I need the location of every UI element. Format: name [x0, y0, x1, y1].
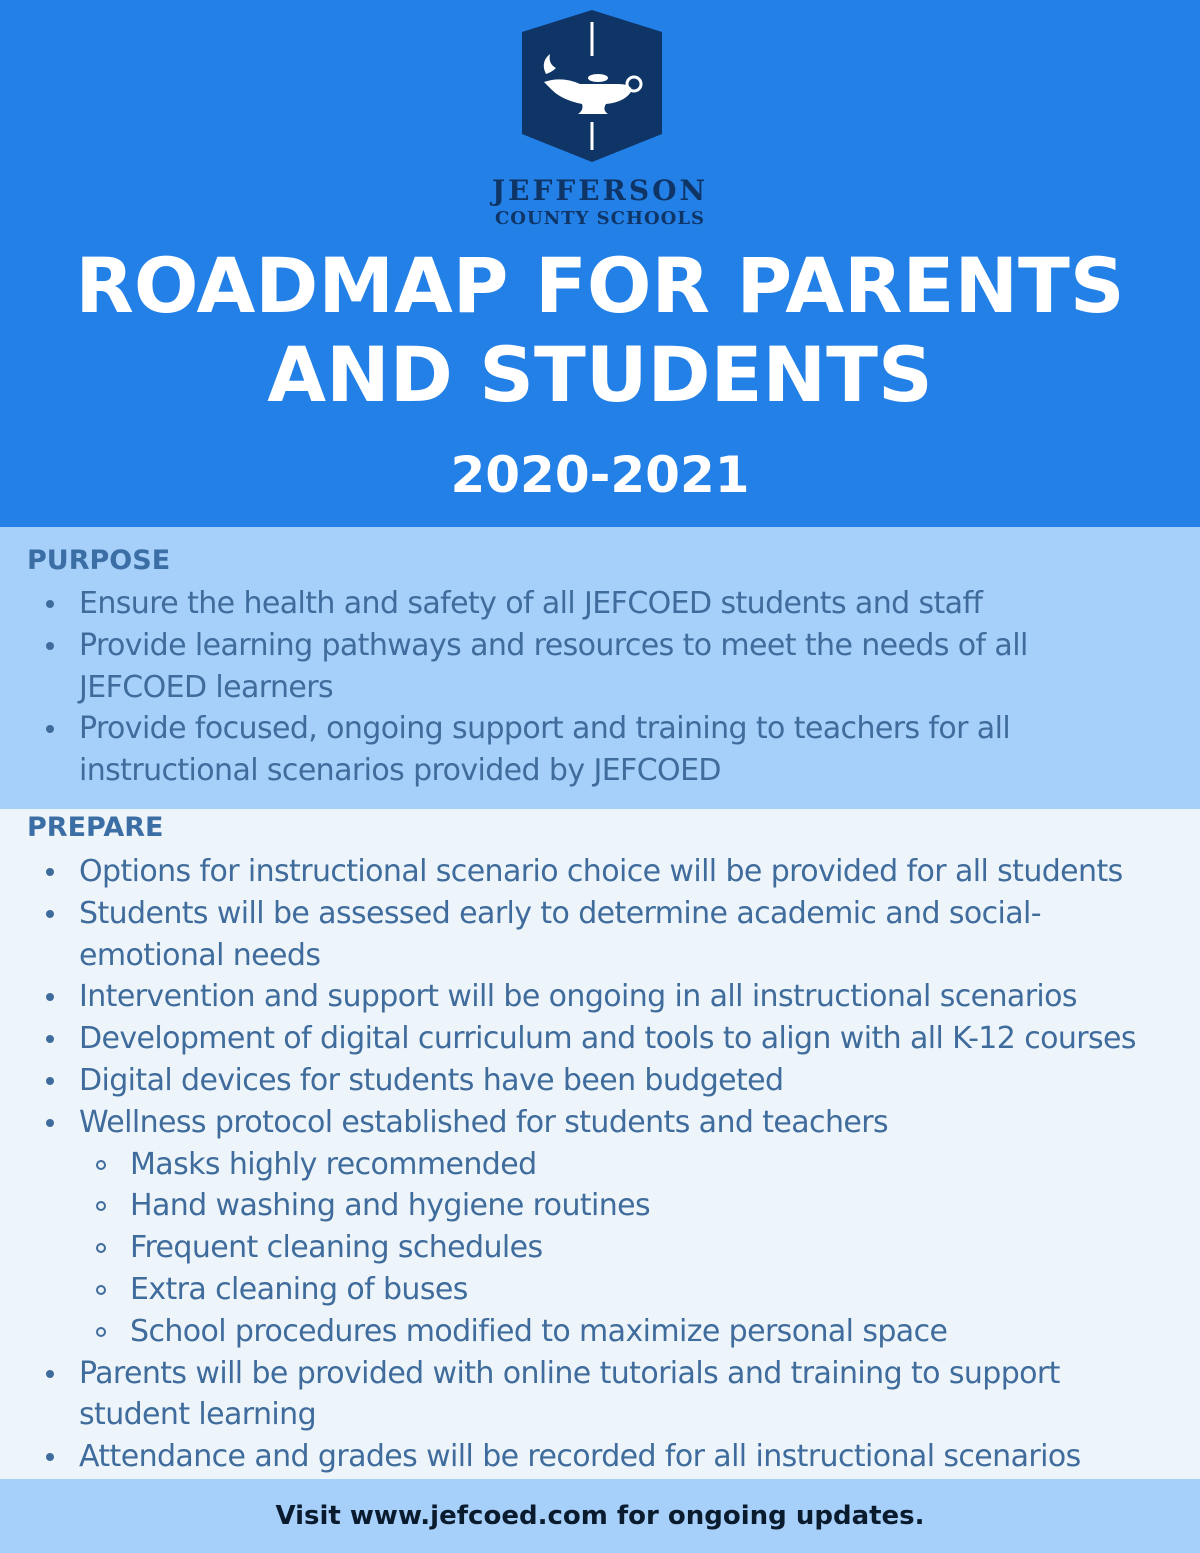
wellness-subitem: Masks highly recommended — [0, 1144, 1180, 1186]
page-title-line-2: AND STUDENTS — [267, 330, 933, 419]
header-banner — [0, 0, 1200, 527]
prepare-heading: PREPARE — [27, 812, 164, 843]
purpose-heading: PURPOSE — [27, 545, 171, 576]
prepare-section — [0, 809, 1200, 1479]
footer — [0, 1479, 1200, 1553]
lamp-of-learning-icon — [522, 10, 662, 162]
school-year: 2020-2021 — [450, 446, 750, 504]
list-item: Provide focused, ongoing support and training to teachers for all instructional scenarios provided by JEFCOED — [0, 708, 1180, 792]
list-item: Options for instructional scenario choice will be provided for all students — [0, 851, 1180, 893]
wellness-subitem: Frequent cleaning schedules — [0, 1227, 1180, 1269]
footer-link-text[interactable]: Visit www.jefcoed.com for ongoing updates. — [275, 1501, 925, 1531]
school-name: JEFFERSON — [491, 174, 709, 207]
list-item: Intervention and support will be ongoing in all instructional scenarios — [0, 976, 1180, 1018]
wellness-subitem: School procedures modified to maximize personal space — [0, 1311, 1180, 1353]
list-item: Parents will be provided with online tutorials and training to support student learning — [0, 1353, 1180, 1437]
purpose-section — [0, 527, 1200, 809]
wellness-subitem: Extra cleaning of buses — [0, 1269, 1180, 1311]
page-title-line-1: ROADMAP FOR PARENTS — [75, 241, 1125, 330]
list-item: Wellness protocol established for students and teachers — [0, 1102, 1180, 1144]
purpose-list — [0, 583, 1180, 792]
prepare-list — [0, 851, 1180, 1478]
list-item: Development of digital curriculum and tools to align with all K-12 courses — [0, 1018, 1180, 1060]
list-item: Digital devices for students have been budgeted — [0, 1060, 1180, 1102]
list-item: Provide learning pathways and resources to meet the needs of all JEFCOED learners — [0, 625, 1180, 709]
list-item: Students will be assessed early to determine academic and social-emotional needs — [0, 893, 1180, 977]
list-item: Ensure the health and safety of all JEFCOED students and staff — [0, 583, 1180, 625]
school-subtitle: COUNTY SCHOOLS — [494, 208, 705, 229]
list-item: Attendance and grades will be recorded for all instructional scenarios — [0, 1436, 1180, 1478]
wellness-subitem: Hand washing and hygiene routines — [0, 1185, 1180, 1227]
